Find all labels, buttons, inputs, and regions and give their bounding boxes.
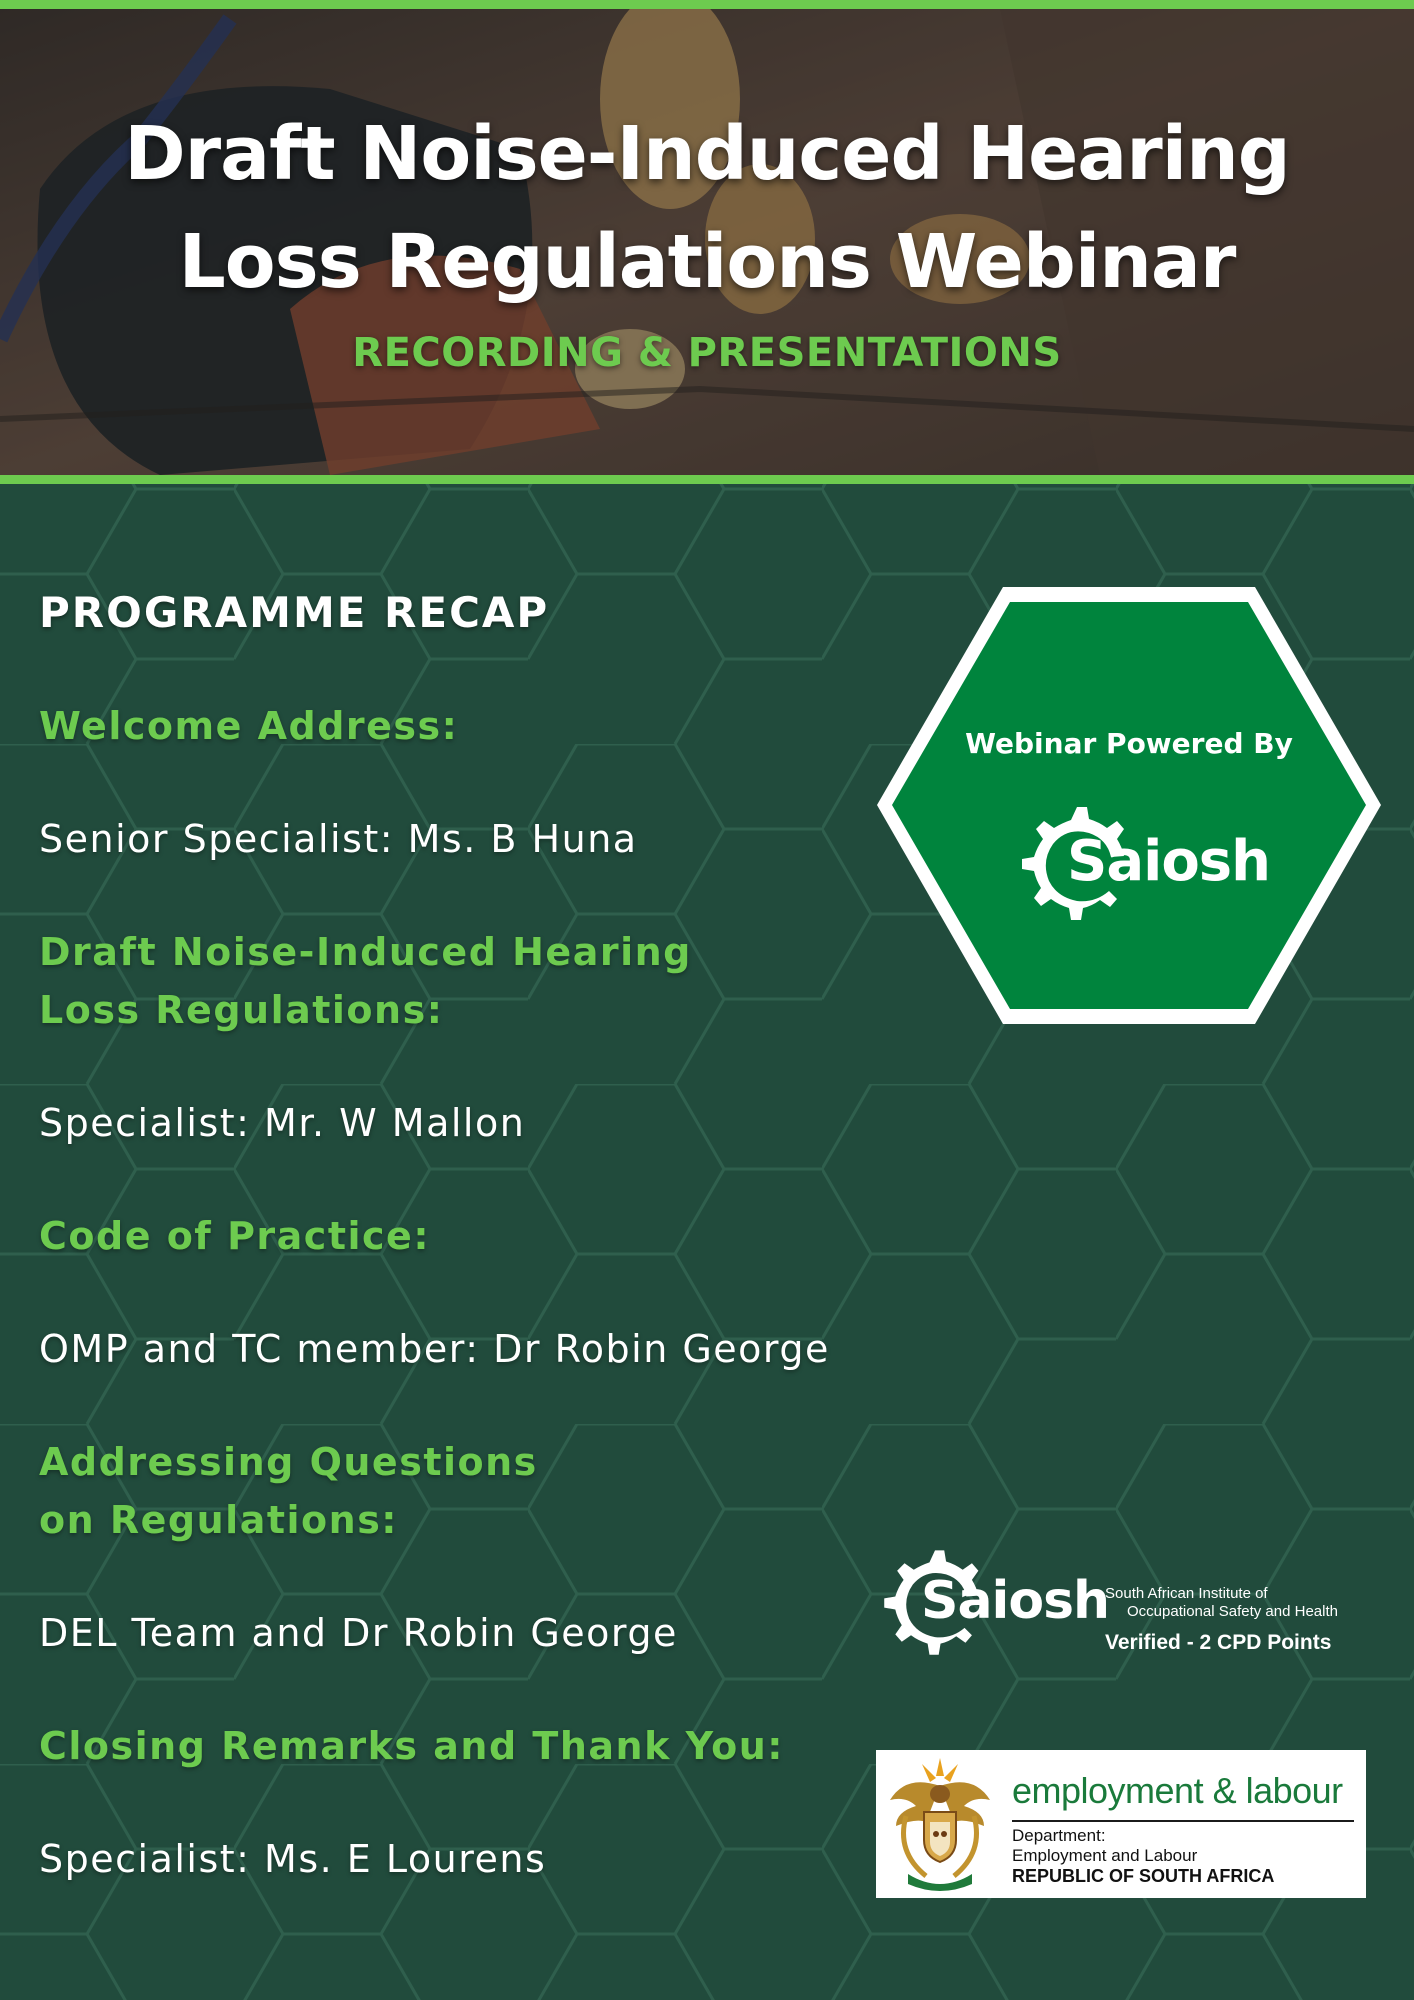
section-heading: PROGRAMME RECAP — [39, 588, 550, 637]
country-name: REPUBLIC OF SOUTH AFRICA — [1012, 1866, 1275, 1886]
programme-item-title: Draft Noise-Induced Hearing Loss Regulations: — [39, 930, 692, 1032]
powered-by-badge — [877, 587, 1381, 1024]
powered-by-label: Webinar Powered By — [965, 727, 1293, 760]
programme-item — [39, 697, 859, 868]
top-accent-bar — [0, 0, 1414, 9]
title-line-1: Draft Noise-Induced Hearing — [124, 111, 1290, 197]
programme-item — [39, 1207, 859, 1378]
page-title — [0, 100, 1414, 316]
programme-item-speaker: Senior Specialist: Ms. B Huna — [39, 817, 638, 861]
institute-line-2: Occupational Safety and Health — [1127, 1603, 1338, 1620]
programme-item-speaker: Specialist: Ms. E Lourens — [39, 1837, 547, 1881]
header-accent-bar — [0, 475, 1414, 484]
department-brand: employment & labour — [1012, 1770, 1343, 1811]
programme-item-speaker: OMP and TC member: Dr Robin George — [39, 1327, 830, 1371]
hero-banner — [0, 0, 1414, 484]
programme-item-title: Addressing Questions on Regulations: — [39, 1440, 538, 1542]
brand-divider — [1012, 1820, 1354, 1822]
programme-item-speaker: DEL Team and Dr Robin George — [39, 1611, 678, 1655]
programme-item-title: Code of Practice: — [39, 1214, 431, 1258]
saiosh-wordmark: Saiosh — [1067, 829, 1270, 894]
department-label: Department: — [1012, 1826, 1106, 1845]
programme-recap — [39, 588, 859, 1943]
cpd-verification — [875, 1543, 1375, 1663]
cpd-points-label: Verified - 2 CPD Points — [1105, 1631, 1332, 1654]
department-title: Employment and Labour — [1012, 1846, 1198, 1865]
department-name — [1012, 1826, 1197, 1866]
institute-name — [1105, 1585, 1371, 1621]
saiosh-logo — [1017, 799, 1270, 929]
programme-item-title: Closing Remarks and Thank You: — [39, 1724, 784, 1768]
programme-item-title: Welcome Address: — [39, 704, 459, 748]
programme-item — [39, 1717, 859, 1888]
title-line-2: Loss Regulations Webinar — [178, 219, 1236, 305]
department-logo — [876, 1750, 1366, 1898]
coat-of-arms-icon — [886, 1756, 994, 1892]
programme-item — [39, 923, 859, 1152]
programme-item — [39, 1433, 859, 1662]
saiosh-wordmark: Saiosh — [921, 1571, 1110, 1631]
institute-line-1: South African Institute of — [1105, 1585, 1268, 1602]
programme-item-speaker: Specialist: Mr. W Mallon — [39, 1101, 526, 1145]
page-subtitle: RECORDING & PRESENTATIONS — [352, 330, 1062, 376]
